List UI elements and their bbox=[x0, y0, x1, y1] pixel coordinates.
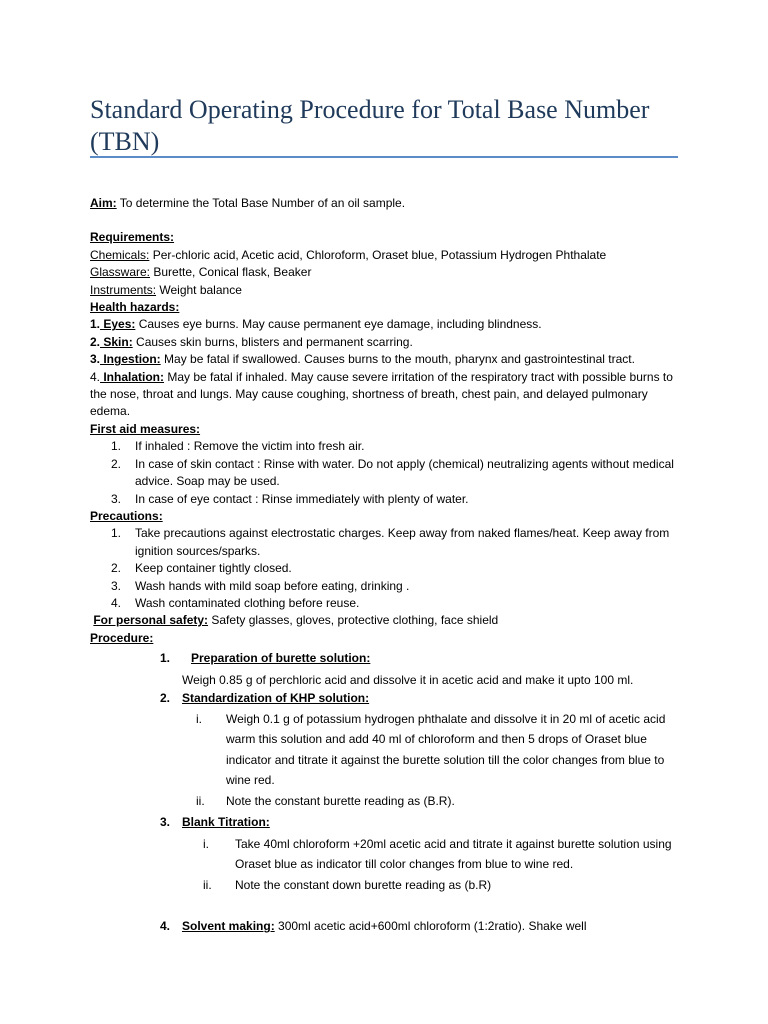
step-title: Preparation of burette solution: bbox=[191, 651, 371, 666]
instruments-label: Instruments: bbox=[90, 282, 157, 297]
list-item bbox=[90, 595, 680, 612]
substep-number: i. bbox=[203, 836, 209, 851]
substep-text: Note the constant burette reading as (B.R). bbox=[226, 793, 455, 808]
aim-label: Aim: bbox=[90, 196, 117, 210]
list-text: Take precautions against electrostatic charges. Keep away from naked flames/heat. Keep away from ignition sources/sparks. bbox=[135, 526, 670, 558]
step-title: Blank Titration: bbox=[182, 815, 270, 830]
health-item-number: 1. bbox=[90, 317, 101, 332]
list-item bbox=[90, 525, 680, 560]
health-heading bbox=[90, 299, 680, 316]
step-number: 2. bbox=[160, 690, 171, 705]
step-detail: 300ml acetic acid+600ml chloroform (1:2ratio). Shake well bbox=[274, 919, 587, 934]
list-text: In case of eye contact : Rinse immediately with plenty of water. bbox=[135, 491, 469, 506]
procedure-heading-text: Procedure: bbox=[90, 630, 154, 645]
list-text: Wash hands with mild soap before eating, drinking . bbox=[135, 578, 410, 593]
substep-item bbox=[182, 791, 680, 812]
substep-text: Note the constant down burette reading as (b.R) bbox=[235, 877, 492, 892]
list-number: 4. bbox=[111, 595, 122, 610]
list-item bbox=[90, 578, 680, 595]
step-title: Standardization of KHP solution: bbox=[182, 690, 370, 705]
first-aid-heading-text: First aid measures: bbox=[90, 421, 201, 436]
requirements-heading-text: Requirements: bbox=[90, 230, 175, 245]
step-detail: Weigh 0.85 g of perchloric acid and dissolve it in acetic acid and make it upto 100 ml. bbox=[182, 672, 634, 687]
step-title: Solvent making: bbox=[182, 919, 275, 934]
aim-text: To determine the Total Base Number of an oil sample. bbox=[116, 196, 406, 210]
substep-text: Weigh 0.1 g of potassium hydrogen phthalate and dissolve it in 20 ml of acetic acid warm this solution and add 40 ml of chloroform and then 5 drops of Oraset blue indicator and titrate it against the burette solution till the color changes from blue to wine red. bbox=[226, 711, 666, 788]
chemicals-text: Per-chloric acid, Acetic acid, Chloroform, Oraset blue, Potassium Hydrogen Phthalate bbox=[149, 247, 607, 262]
step-number: 3. bbox=[160, 815, 171, 830]
precautions-heading-text: Precautions: bbox=[90, 508, 163, 523]
health-item-number: 2. bbox=[90, 334, 101, 349]
title-divider bbox=[90, 156, 678, 158]
health-item bbox=[90, 351, 680, 368]
health-item bbox=[90, 316, 680, 333]
list-item bbox=[90, 560, 680, 577]
glassware-line bbox=[90, 264, 680, 281]
glassware-text: Burette, Conical flask, Beaker bbox=[150, 265, 312, 280]
personal-safety-text: Safety glasses, gloves, protective clothing, face shield bbox=[208, 613, 499, 628]
document-title: Standard Operating Procedure for Total Base Number (TBN) bbox=[90, 95, 650, 156]
health-item-text: Causes eye burns. May cause permanent eye damage, including blindness. bbox=[135, 317, 542, 332]
glassware-label: Glassware: bbox=[90, 265, 151, 280]
health-item bbox=[90, 334, 680, 351]
personal-safety-line bbox=[90, 612, 680, 629]
requirements-heading bbox=[90, 229, 680, 246]
list-item bbox=[90, 456, 680, 491]
substep-number: ii. bbox=[196, 793, 205, 808]
chemicals-line bbox=[90, 247, 680, 264]
health-item-text: Causes skin burns, blisters and permanent scarring. bbox=[132, 334, 413, 349]
precautions-list bbox=[90, 525, 680, 612]
substep-item bbox=[182, 875, 680, 896]
substep-number: i. bbox=[196, 711, 202, 726]
health-item-text: May be fatal if inhaled. May cause severe irritation of the respiratory tract with possible burns to the nose, throat and lungs. May cause coughing, shortness of breath, chest pain, and delayed pulmonary edema. bbox=[90, 369, 673, 419]
first-aid-list bbox=[90, 438, 680, 508]
procedure-step bbox=[90, 814, 680, 895]
health-item-label: Ingestion: bbox=[100, 352, 161, 367]
substep-text: Take 40ml chloroform +20ml acetic acid and titrate it against burette solution using Oraset blue as indicator till color changes from blue to wine red. bbox=[235, 836, 672, 872]
procedure-heading bbox=[90, 630, 680, 647]
procedure-step bbox=[90, 650, 680, 689]
list-number: 2. bbox=[111, 456, 122, 471]
substep-number: ii. bbox=[203, 877, 212, 892]
health-item-label: Skin: bbox=[100, 334, 133, 349]
procedure-step bbox=[90, 690, 680, 812]
health-heading-text: Health hazards: bbox=[90, 300, 180, 315]
list-number: 2. bbox=[111, 561, 122, 576]
step-number: 4. bbox=[160, 919, 171, 934]
instruments-text: Weight balance bbox=[156, 282, 242, 297]
procedure-step bbox=[90, 918, 680, 935]
spacer bbox=[90, 212, 680, 229]
precautions-heading bbox=[90, 508, 680, 525]
list-item bbox=[90, 491, 680, 508]
health-item bbox=[90, 369, 680, 421]
personal-safety-label: For personal safety: bbox=[93, 613, 209, 628]
list-text: In case of skin contact : Rinse with water. Do not apply (chemical) neutralizing agents without medical advice. Soap may be used. bbox=[135, 456, 674, 489]
list-text: Keep container tightly closed. bbox=[135, 561, 292, 576]
list-number: 3. bbox=[111, 578, 122, 593]
aim-line bbox=[90, 195, 680, 212]
document-body bbox=[90, 195, 680, 936]
list-number: 1. bbox=[111, 439, 122, 454]
health-item-number: 4. bbox=[90, 369, 101, 384]
health-item-text: May be fatal if swallowed. Causes burns to the mouth, pharynx and gastrointestinal tract. bbox=[160, 352, 635, 367]
substep-list bbox=[182, 709, 680, 812]
list-number: 3. bbox=[111, 491, 122, 506]
list-text: If inhaled : Remove the victim into fresh air. bbox=[135, 439, 365, 454]
substep-item bbox=[182, 834, 680, 875]
health-item-number: 3. bbox=[90, 352, 101, 367]
list-number: 1. bbox=[111, 526, 122, 541]
list-item bbox=[90, 438, 680, 455]
first-aid-heading bbox=[90, 421, 680, 438]
procedure-list bbox=[90, 650, 680, 936]
substep-list bbox=[182, 834, 680, 896]
instruments-line bbox=[90, 282, 680, 299]
chemicals-label: Chemicals: bbox=[90, 247, 150, 262]
substep-item bbox=[182, 709, 680, 791]
health-item-label: Eyes: bbox=[100, 317, 136, 332]
health-item-label: Inhalation: bbox=[100, 369, 165, 384]
step-number: 1. bbox=[160, 651, 171, 666]
list-text: Wash contaminated clothing before reuse. bbox=[135, 595, 360, 610]
